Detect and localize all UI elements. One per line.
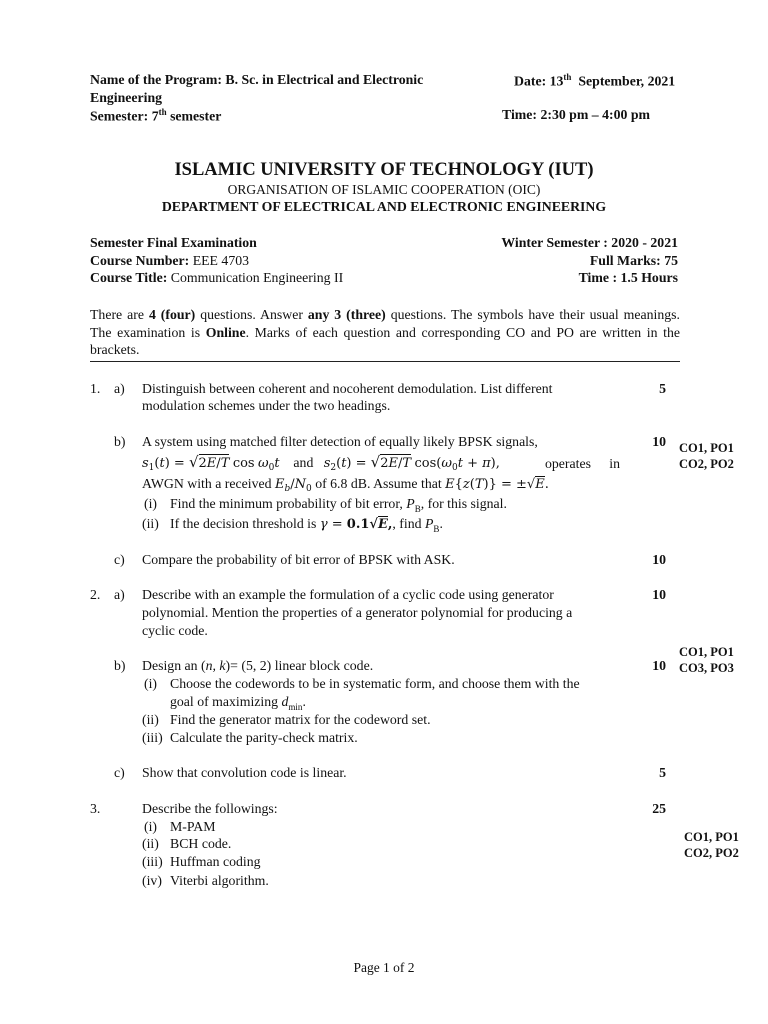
threshold-formula: γ [319, 517, 328, 532]
university-name: ISLAMIC UNIVERSITY OF TECHNOLOGY (IUT) [174, 160, 594, 180]
q2b-text: Design an (n, k)= (5, 2) linear block code. [142, 658, 374, 673]
q1b-operates: operates in [545, 456, 620, 471]
q1b-line2: $s_1(t) = √2E/T$ $\cos \omega_0t$ and $s_2(t) = √2E/T$ $\cos(\omega_0t + \pi)$, [142, 453, 500, 473]
q2b-iii-text: Calculate the parity-check matrix. [170, 730, 358, 745]
q1b-line1: A system using matched filter detection of equally likely BPSK signals, [142, 434, 538, 449]
q2c-text: Show that convolution code is linear. [142, 765, 347, 780]
exam-time: Time: 2:30 pm – 4:00 pm [502, 107, 651, 122]
q2b-i-line1: Choose the codewords to be in systematic form, and choose them with the [170, 676, 580, 691]
q2a-line1: Describe with an example the formulation of a cyclic code using generator [142, 587, 554, 602]
q3-item-label: (iii) [142, 854, 163, 869]
q1c-text: Compare the probability of bit error of BPSK with ASK. [142, 552, 455, 567]
q1a-line2: modulation schemes under the two headings. [142, 398, 391, 413]
q1a-label: a) [114, 381, 125, 396]
q1b-line3: AWGN with a received $E_b/N_0$ of 6.8 dB. Assume that E{z(T)} = ±√E. [142, 476, 549, 494]
signal-s2-formula: s [323, 456, 331, 471]
organisation-name: ORGANISATION OF ISLAMIC COOPERATION (OIC) [227, 182, 541, 197]
signal-s1-formula: s [142, 456, 149, 471]
q1b-ii-text: If the decision threshold is γ = 0.1√E,, find $P_B$. [170, 516, 443, 534]
q2b-i-label: (i) [144, 676, 158, 691]
q2-co-po: CO1, PO1 CO3, PO3 [679, 645, 734, 675]
department-name: DEPARTMENT OF ELECTRICAL AND ELECTRONIC ENGINEERING [161, 199, 607, 214]
q1a-line1: Distinguish between coherent and nocoherent demodulation. List different [142, 381, 553, 396]
full-marks: Full Marks: 75 [589, 253, 678, 268]
expectation-formula: E [445, 477, 455, 492]
eb-n0-formula: E [274, 477, 285, 492]
q2a-line3: cyclic code. [142, 623, 208, 638]
q3-number: 3. [90, 801, 101, 816]
instructions: There are 4 (four) questions. Answer any 3 (three) questions. The symbols have their usual meanings. The examination is Online. Marks of each question and corresponding CO and PO are written in the brackets. [90, 307, 680, 357]
sqrt-icon: √ [370, 453, 381, 471]
q3-intro: Describe the followings: [142, 801, 278, 816]
exam-type: Semester Final Examination [90, 235, 257, 250]
q1-co-po: CO1, PO1 CO2, PO2 [679, 441, 734, 471]
divider-line [90, 361, 680, 362]
q1b-i-label: (i) [144, 496, 158, 511]
q2a-marks: 10 [652, 587, 666, 602]
q2-number: 2. [90, 587, 101, 602]
exam-date: Date: 13th September, 2021 [514, 72, 676, 89]
q2b-iii-label: (iii) [142, 730, 163, 745]
q3-item-text: BCH code. [170, 836, 232, 851]
q1-number: 1. [90, 381, 101, 396]
q2b-ii-text: Find the generator matrix for the codeword set. [170, 712, 431, 727]
q3-item-label: (i) [144, 819, 158, 834]
sqrt-icon: √ [188, 453, 199, 471]
q3-item-label: (ii) [142, 836, 159, 851]
q3-marks: 25 [652, 801, 666, 816]
q3-item-text: Viterbi algorithm. [170, 873, 269, 888]
q3-item-label: (iv) [142, 873, 162, 888]
q2c-label: c) [114, 765, 125, 780]
q3-item-text: Huffman coding [170, 854, 261, 869]
exam-semester: Winter Semester : 2020 - 2021 [501, 235, 678, 250]
q1c-marks: 10 [652, 552, 666, 567]
q1b-label: b) [114, 434, 126, 449]
q2a-line2: polynomial. Mention the properties of a generator polynomial for producing a [142, 605, 573, 620]
page-number: Page 1 of 2 [353, 960, 415, 975]
semester-info: Semester: 7th semester [90, 107, 222, 124]
program-name: Name of the Program: B. Sc. in Electrical and Electronic [90, 72, 424, 87]
q2c-marks: 5 [659, 765, 666, 780]
q2b-label: b) [114, 658, 126, 673]
q3-item-text: M-PAM [170, 819, 216, 834]
q1b-ii-label: (ii) [142, 516, 159, 531]
q2b-marks: 10 [652, 658, 666, 673]
course-number: Course Number: EEE 4703 [90, 253, 250, 268]
q2b-i-line2: goal of maximizing $d_{min}$. [170, 694, 306, 712]
q1b-i-text: Find the minimum probability of bit error, $P_B$, for this signal. [170, 496, 507, 514]
exam-duration: Time : 1.5 Hours [578, 270, 678, 285]
q1b-marks: 10 [652, 434, 666, 449]
course-title: Course Title: Communication Engineering II [90, 270, 344, 285]
q2a-label: a) [114, 587, 125, 602]
q1a-marks: 5 [659, 381, 666, 396]
q1c-label: c) [114, 552, 125, 567]
program-name-cont: Engineering [90, 90, 163, 105]
q3-co-po: CO1, PO1 CO2, PO2 [684, 830, 739, 860]
q2b-ii-label: (ii) [142, 712, 159, 727]
